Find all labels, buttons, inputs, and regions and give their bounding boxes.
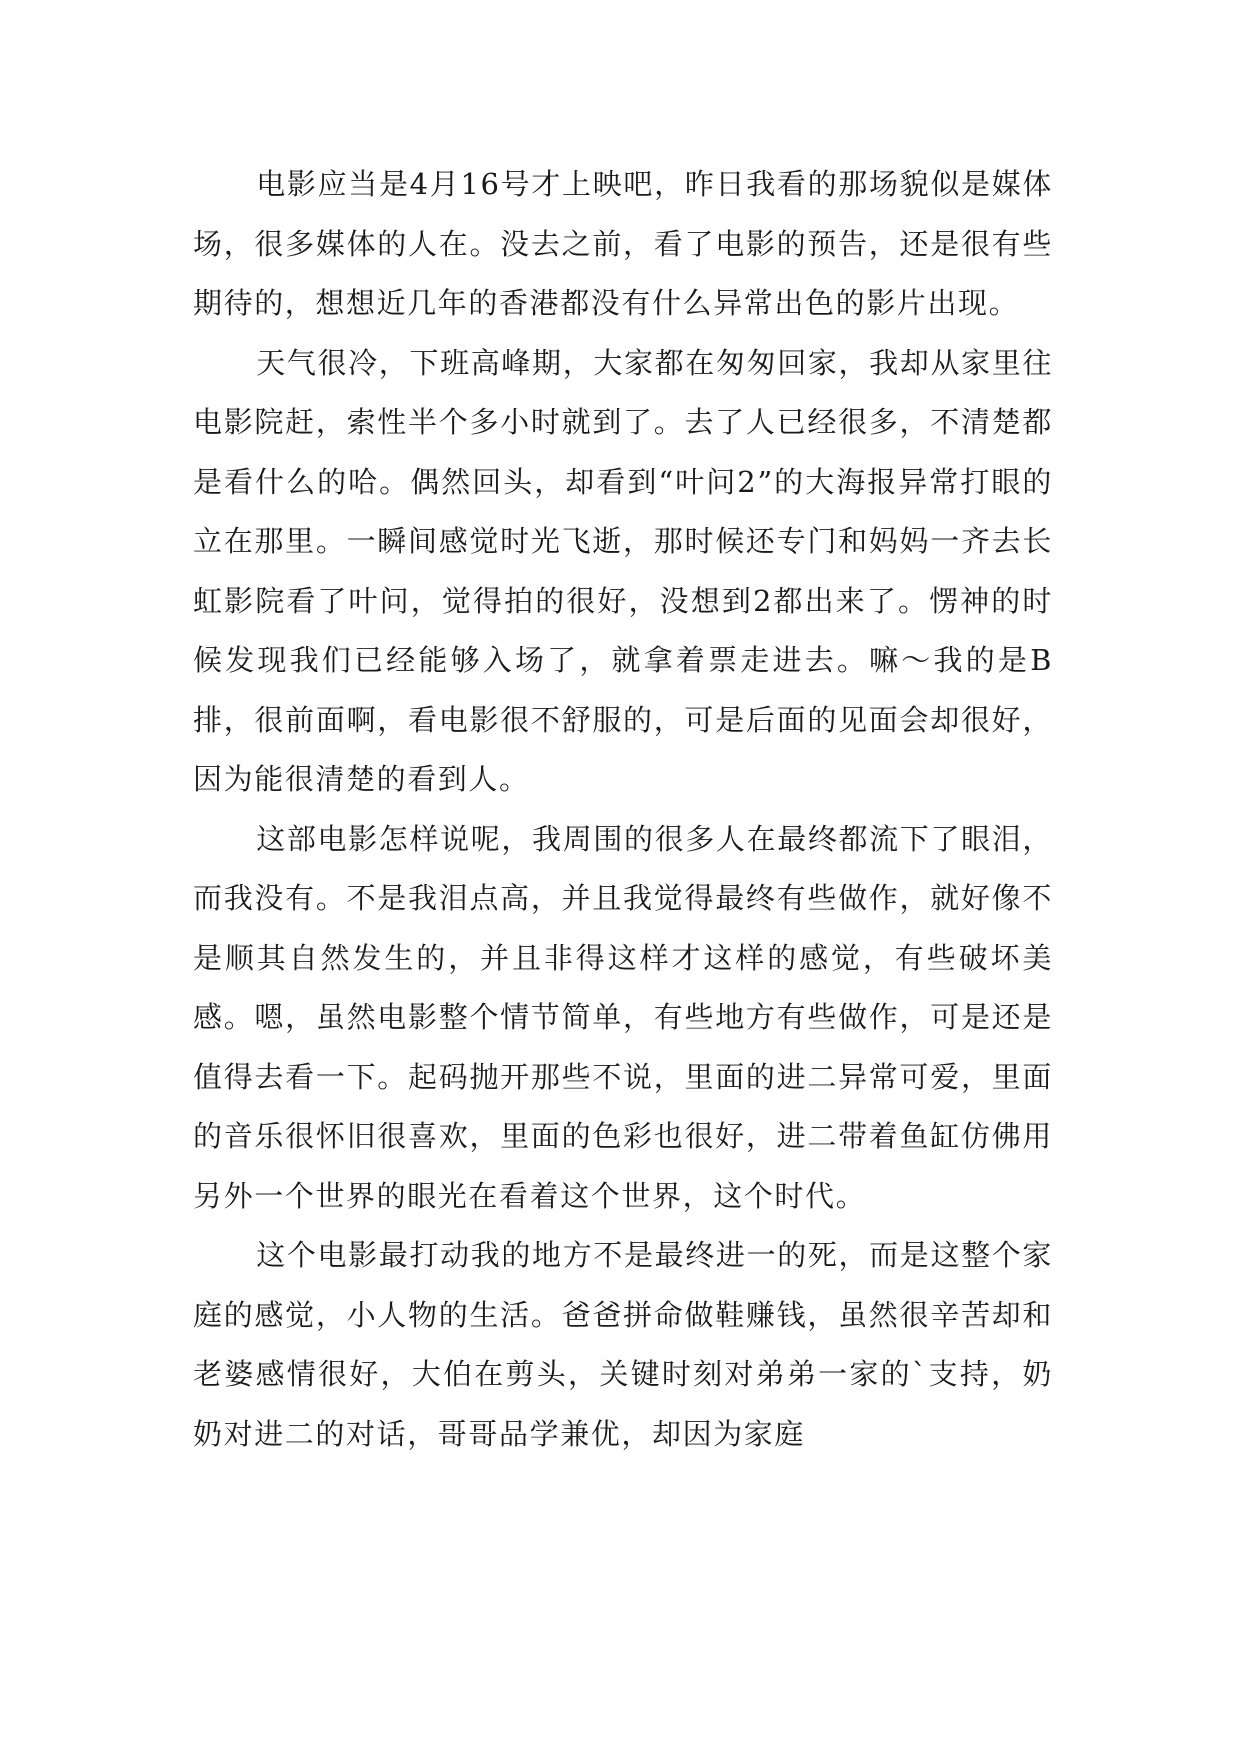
document-body <box>193 155 1053 1464</box>
paragraph-1: 电影应当是4月16号才上映吧，昨日我看的那场貌似是媒体场，很多媒体的人在。没去之前，看了电影的预告，还是很有些期待的，想想近几年的香港都没有什么异常出色的影片出现。 <box>193 167 1053 320</box>
paragraph-3: 这部电影怎样说呢，我周围的很多人在最终都流下了眼泪，而我没有。不是我泪点高，并且我觉得最终有些做作，就好像不是顺其自然发生的，并且非得这样才这样的感觉，有些破坏美感。嗯，虽然电影整个情节简单，有些地方有些做作，可是还是值得去看一下。起码抛开那些不说，里面的进二异常可爱，里面的音乐很怀旧很喜欢，里面的色彩也很好，进二带着鱼缸仿佛用另外一个世界的眼光在看着这个世界，这个时代。 <box>193 821 1053 1213</box>
paragraph-2: 天气很冷，下班高峰期，大家都在匆匆回家，我却从家里往电影院赶，索性半个多小时就到了。去了人已经很多，不清楚都是看什么的哈。偶然回头，却看到“叶问2”的大海报异常打眼的立在那里。一瞬间感觉时光飞逝，那时候还专门和妈妈一齐去长虹影院看了叶问，觉得拍的很好，没想到2都出来了。愣神的时候发现我们已经能够入场了，就拿着票走进去。嘛～我的是B排，很前面啊，看电影很不舒服的，可是后面的见面会却很好，因为能很清楚的看到人。 <box>193 345 1053 796</box>
paragraph-4: 这个电影最打动我的地方不是最终进一的死，而是这整个家庭的感觉，小人物的生活。爸爸拼命做鞋赚钱，虽然很辛苦却和老婆感情很好，大伯在剪头，关键时刻对弟弟一家的`支持，奶奶对进二的对话，哥哥品学兼优，却因为家庭 <box>193 1238 1053 1451</box>
